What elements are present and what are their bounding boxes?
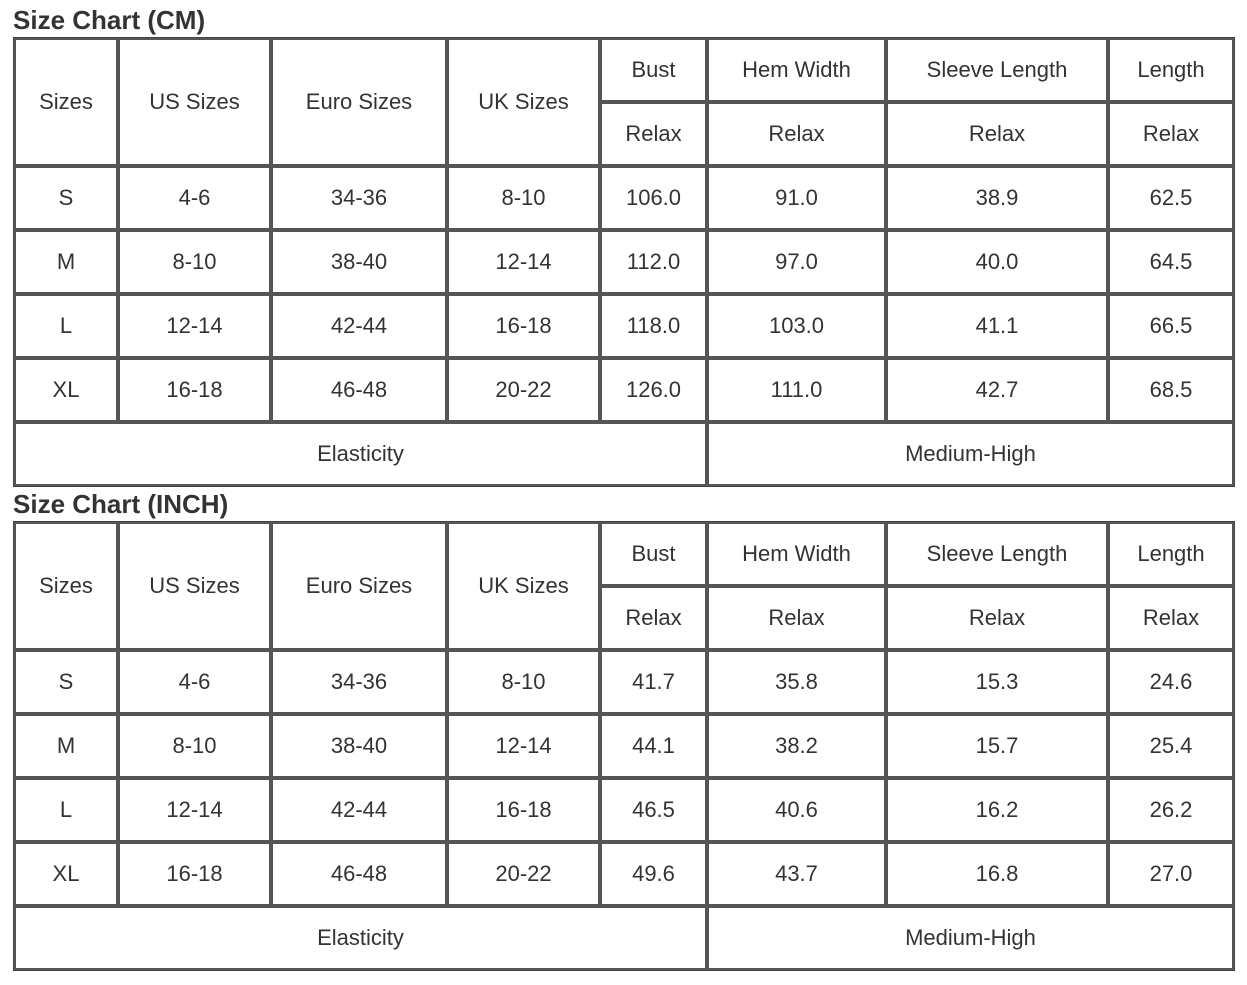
table-cell: 27.0 — [1108, 842, 1234, 906]
table-cell: L — [14, 294, 118, 358]
table-cell: L — [14, 778, 118, 842]
table-cell: 4-6 — [118, 650, 271, 714]
table-cell: 20-22 — [447, 842, 600, 906]
elasticity-row — [14, 906, 1234, 970]
table-cell: 38-40 — [271, 230, 447, 294]
subheader-relax: Relax — [886, 586, 1108, 650]
subheader-relax: Relax — [600, 586, 707, 650]
table-cell: 12-14 — [447, 714, 600, 778]
subheader-relax: Relax — [1108, 102, 1234, 166]
table-cell: 12-14 — [118, 294, 271, 358]
header-length: Length — [1108, 38, 1234, 102]
table-cell: 49.6 — [600, 842, 707, 906]
header-sizes: Sizes — [14, 522, 118, 650]
table-cell: 38-40 — [271, 714, 447, 778]
table-cell: 24.6 — [1108, 650, 1234, 714]
table-cell: 8-10 — [118, 230, 271, 294]
table-cell: 64.5 — [1108, 230, 1234, 294]
table-row — [14, 294, 1234, 358]
table-cell: 42.7 — [886, 358, 1108, 422]
table-cell: 20-22 — [447, 358, 600, 422]
header-sleeve-length: Sleeve Length — [886, 38, 1108, 102]
elasticity-row — [14, 422, 1234, 486]
table-cell: 41.1 — [886, 294, 1108, 358]
table-cell: 46-48 — [271, 842, 447, 906]
table-cell: 16-18 — [447, 778, 600, 842]
table-cell: 26.2 — [1108, 778, 1234, 842]
table-row — [14, 842, 1234, 906]
table-cell: 106.0 — [600, 166, 707, 230]
header-hem-width: Hem Width — [707, 522, 886, 586]
header-row — [14, 38, 1234, 102]
table-cell: 12-14 — [447, 230, 600, 294]
chart-title: Size Chart (INCH) — [13, 489, 229, 519]
elasticity-label: Elasticity — [14, 422, 707, 486]
table-cell: 66.5 — [1108, 294, 1234, 358]
table-cell: S — [14, 650, 118, 714]
table-cell: 40.6 — [707, 778, 886, 842]
table-cell: 8-10 — [118, 714, 271, 778]
size-chart-inch — [13, 487, 1233, 971]
table-cell: 12-14 — [118, 778, 271, 842]
table-cell: 25.4 — [1108, 714, 1234, 778]
size-table — [13, 37, 1235, 487]
header-bust: Bust — [600, 38, 707, 102]
table-cell: 16-18 — [118, 842, 271, 906]
table-cell: M — [14, 230, 118, 294]
table-row — [14, 778, 1234, 842]
table-cell: S — [14, 166, 118, 230]
table-row — [14, 230, 1234, 294]
size-chart-cm — [13, 3, 1233, 487]
table-cell: 16-18 — [118, 358, 271, 422]
subheader-relax: Relax — [1108, 586, 1234, 650]
table-row — [14, 166, 1234, 230]
table-cell: 34-36 — [271, 166, 447, 230]
table-cell: 103.0 — [707, 294, 886, 358]
header-length: Length — [1108, 522, 1234, 586]
table-cell: 4-6 — [118, 166, 271, 230]
table-cell: 40.0 — [886, 230, 1108, 294]
header-row — [14, 522, 1234, 586]
table-cell: 111.0 — [707, 358, 886, 422]
elasticity-label: Elasticity — [14, 906, 707, 970]
table-cell: 118.0 — [600, 294, 707, 358]
table-cell: 42-44 — [271, 294, 447, 358]
subheader-relax: Relax — [707, 586, 886, 650]
header-sleeve-length: Sleeve Length — [886, 522, 1108, 586]
table-cell: 41.7 — [600, 650, 707, 714]
header-uk-sizes: UK Sizes — [447, 522, 600, 650]
table-cell: 46.5 — [600, 778, 707, 842]
table-cell: 16.2 — [886, 778, 1108, 842]
table-cell: 16-18 — [447, 294, 600, 358]
subheader-relax: Relax — [707, 102, 886, 166]
table-row — [14, 650, 1234, 714]
elasticity-value: Medium-High — [707, 906, 1234, 970]
chart-title: Size Chart (CM) — [13, 5, 206, 35]
table-cell: 15.3 — [886, 650, 1108, 714]
header-sizes: Sizes — [14, 38, 118, 166]
table-cell: 112.0 — [600, 230, 707, 294]
table-cell: 46-48 — [271, 358, 447, 422]
table-cell: 126.0 — [600, 358, 707, 422]
subheader-relax: Relax — [600, 102, 707, 166]
table-cell: 42-44 — [271, 778, 447, 842]
table-row — [14, 714, 1234, 778]
table-cell: 8-10 — [447, 650, 600, 714]
header-us-sizes: US Sizes — [118, 522, 271, 650]
table-cell: M — [14, 714, 118, 778]
elasticity-value: Medium-High — [707, 422, 1234, 486]
header-euro-sizes: Euro Sizes — [271, 522, 447, 650]
subheader-relax: Relax — [886, 102, 1108, 166]
header-euro-sizes: Euro Sizes — [271, 38, 447, 166]
header-uk-sizes: UK Sizes — [447, 38, 600, 166]
table-cell: 38.2 — [707, 714, 886, 778]
table-cell: 44.1 — [600, 714, 707, 778]
table-cell: 15.7 — [886, 714, 1108, 778]
table-cell: XL — [14, 358, 118, 422]
table-cell: 16.8 — [886, 842, 1108, 906]
table-cell: 38.9 — [886, 166, 1108, 230]
table-row — [14, 358, 1234, 422]
table-cell: 43.7 — [707, 842, 886, 906]
table-cell: 8-10 — [447, 166, 600, 230]
size-table — [13, 521, 1235, 971]
table-cell: 91.0 — [707, 166, 886, 230]
table-cell: 34-36 — [271, 650, 447, 714]
header-hem-width: Hem Width — [707, 38, 886, 102]
header-us-sizes: US Sizes — [118, 38, 271, 166]
table-cell: 97.0 — [707, 230, 886, 294]
table-cell: 62.5 — [1108, 166, 1234, 230]
table-cell: 35.8 — [707, 650, 886, 714]
table-cell: XL — [14, 842, 118, 906]
header-bust: Bust — [600, 522, 707, 586]
table-cell: 68.5 — [1108, 358, 1234, 422]
